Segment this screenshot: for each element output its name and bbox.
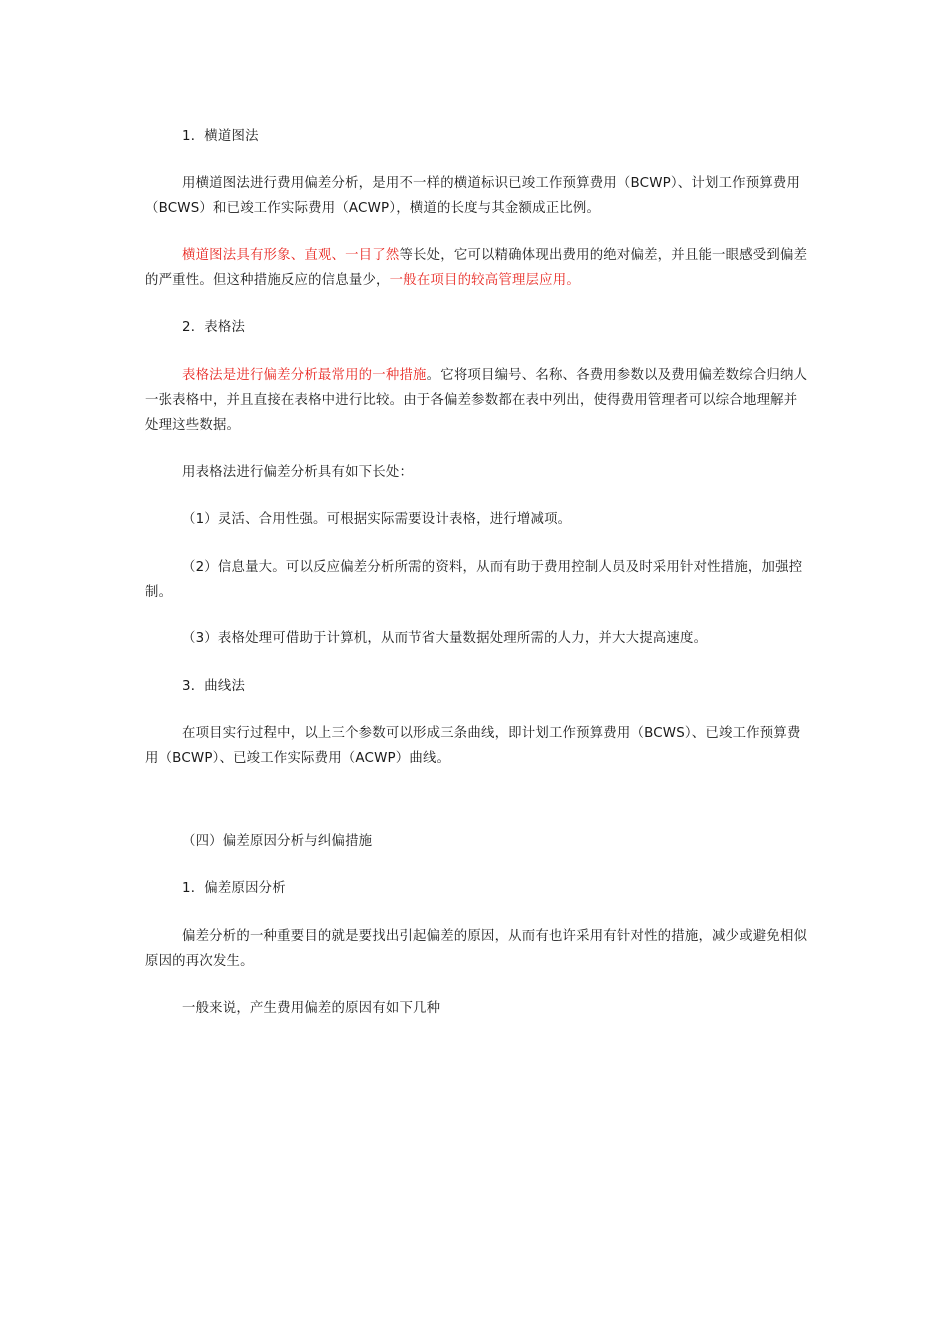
paragraph-curve-description: 在项目实行过程中，以上三个参数可以形成三条曲线，即计划工作预算费用（BCWS）、已竣工作预算费用（BCWP）、已竣工作实际费用（ACWP）曲线。 [145, 726, 801, 766]
heading-section-4: （四）偏差原因分析与纠偏措施 [182, 834, 373, 849]
list-item-table-advantage-3: （3）表格处理可借助于计算机，从而节省大量数据处理所需的人力，并大大提高速度。 [182, 631, 708, 646]
text-gantt-advantages: 等长处，它可以精确体现出费用的绝对偏差，并且能一眼感受到偏差的严重性。但这种措施反应的信息量少， [145, 248, 808, 288]
paragraph-gantt-description: 用横道图法进行费用偏差分析，是用不一样的横道标识已竣工作预算费用（BCWP）、计划工作预算费用（BCWS）和已竣工作实际费用（ACWP），横道的长度与其金额成正比例。 [145, 176, 801, 216]
paragraph-gantt-advantages [145, 243, 810, 293]
heading-curve-method: 3．曲线法 [182, 679, 246, 694]
paragraph-table-advantages-intro: 用表格法进行偏差分析具有如下长处： [182, 465, 414, 480]
paragraph-table-description [145, 363, 810, 438]
highlight-gantt-advantages: 横道图法具有形象、直观、一目了然 [182, 248, 400, 263]
list-item-table-advantage-2: （2）信息量大。可以反应偏差分析所需的资料，从而有助于费用控制人员及时采用针对性措施，加强控制。 [145, 560, 803, 600]
list-item-table-advantage-1: （1）灵活、合用性强。可根据实际需要设计表格，进行增减项。 [182, 512, 572, 527]
text-table-description: 。它将项目编号、名称、各费用参数以及费用偏差数综合归纳人一张表格中，并且直接在表格中进行比较。由于各偏差参数都在表中列出，使得费用管理者可以综合地理解并处理这些数据。 [145, 368, 808, 433]
highlight-table-method: 表格法是进行偏差分析最常用的一种措施 [182, 368, 427, 383]
paragraph-cause-description: 偏差分析的一种重要目的就是要找出引起偏差的原因，从而有也许采用有针对性的措施，减少或避免相似原因的再次发生。 [145, 929, 808, 969]
heading-cause-analysis: 1．偏差原因分析 [182, 881, 286, 896]
heading-table-method: 2．表格法 [182, 320, 246, 335]
highlight-gantt-usage: 一般在项目的较高管理层应用。 [389, 273, 580, 288]
heading-gantt-method: 1．横道图法 [182, 129, 259, 144]
paragraph-cause-intro: 一般来说，产生费用偏差的原因有如下几种 [182, 1001, 441, 1016]
